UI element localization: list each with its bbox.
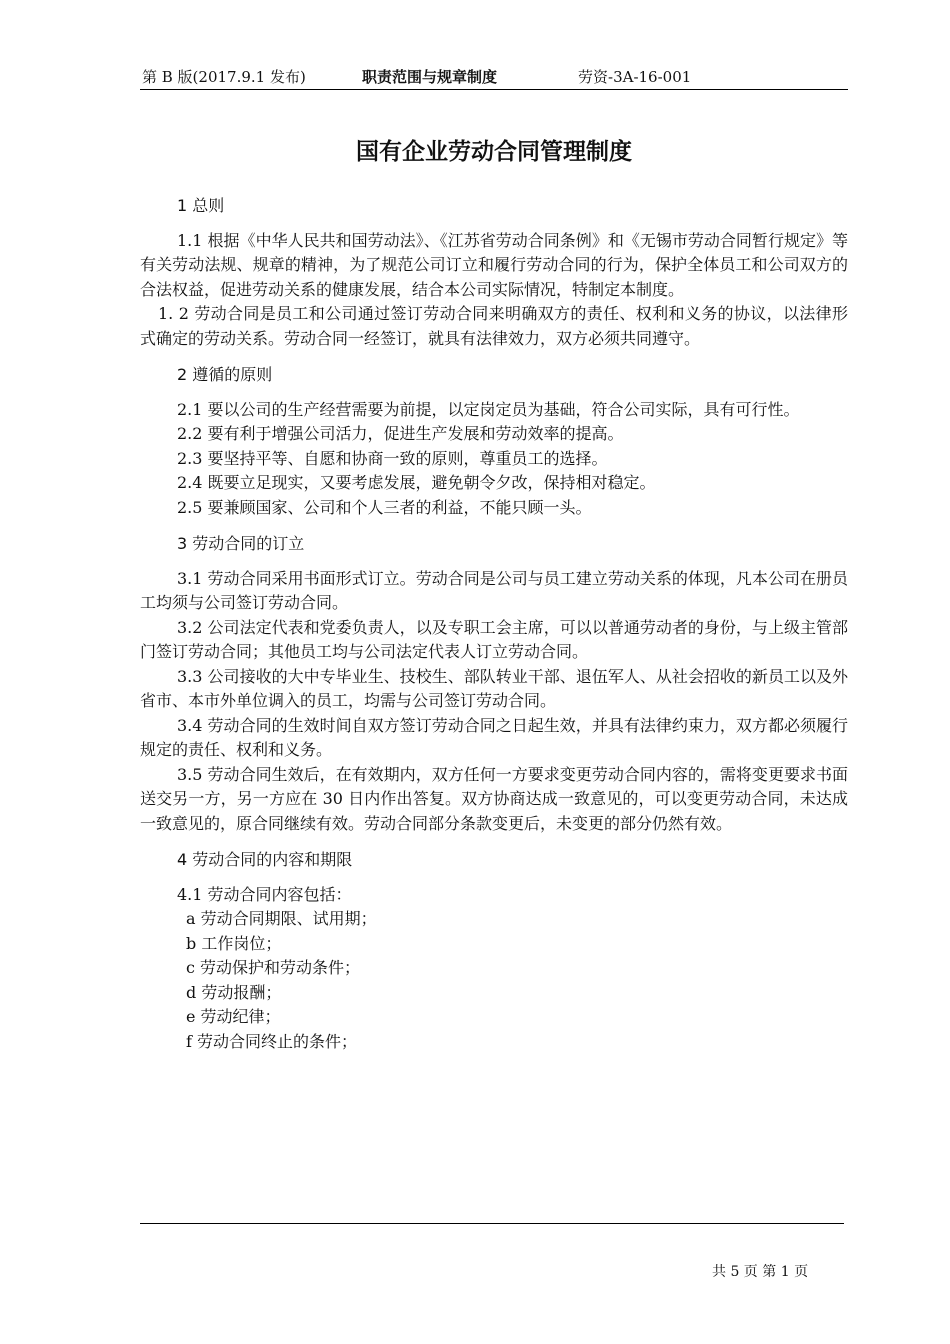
- document-code: 劳资-3A-16-001: [578, 68, 692, 86]
- list-item: a 劳动合同期限、试用期；: [186, 909, 377, 928]
- list-item: b 工作岗位；: [186, 933, 282, 953]
- paragraph-2-2: 2.2 要有利于增强公司活力，促进生产发展和劳动效率的提高。: [177, 424, 624, 443]
- list-item: f 劳动合同终止的条件；: [186, 1031, 358, 1051]
- header-divider: [140, 89, 848, 90]
- document-body: [140, 194, 848, 1054]
- paragraph-1-2: 1. 2 劳动合同是员工和公司通过签订劳动合同来明确双方的责任、权利和义务的协议，以法律形式确定的劳动关系。劳动合同一经签订，就具有法律效力，双方必须共同遵守。: [140, 304, 848, 348]
- paragraph-3-5: 3.5 劳动合同生效后，在有效期内，双方任何一方要求变更劳动合同内容的，需将变更要求书面送交另一方，另一方应在 30 日内作出答复。双方协商达成一致意见的，可以变更劳动合同，未达成一致意见的，原合同继续有效。劳动合同部分条款变更后，未变更的部分仍然有效。: [140, 764, 848, 833]
- document-title: 国有企业劳动合同管理制度: [356, 139, 632, 165]
- paragraph-2-1: 2.1 要以公司的生产经营需要为前提，以定岗定员为基础，符合公司实际，具有可行性。: [177, 399, 800, 419]
- paragraph-1-1: 1.1 根据《中华人民共和国劳动法》、《江苏省劳动合同条例》和《无锡市劳动合同暂行规定》等有关劳动法规、规章的精神，为了规范公司订立和履行劳动合同的行为，保护全体员工和公司双方的合法权益，促进劳动关系的健康发展，结合本公司实际情况，特制定本制度。: [140, 230, 848, 299]
- header-category: 职责范围与规章制度: [362, 68, 498, 86]
- list-item: c 劳动保护和劳动条件；: [186, 958, 361, 977]
- section-heading-2: 2 遵循的原则: [177, 365, 273, 384]
- section-heading-3: 3 劳动合同的订立: [177, 534, 305, 553]
- paragraph-3-3: 3.3 公司接收的大中专毕业生、技校生、部队转业干部、退伍军人、从社会招收的新员工以及外省市、本市外单位调入的员工，均需与公司签订劳动合同。: [140, 666, 848, 710]
- section-heading-1: 1 总则: [177, 196, 225, 215]
- version-label: 第 B 版(2017.9.1 发布): [142, 68, 306, 86]
- list-item: d 劳动报酬；: [186, 982, 282, 1002]
- footer-divider: [140, 1223, 844, 1224]
- paragraph-2-3: 2.3 要坚持平等、自愿和协商一致的原则，尊重员工的选择。: [177, 448, 608, 468]
- section-heading-4: 4 劳动合同的内容和期限: [177, 850, 353, 869]
- page-header: [142, 66, 848, 88]
- paragraph-4-1: 4.1 劳动合同内容包括：: [177, 884, 352, 904]
- paragraph-3-2: 3.2 公司法定代表和党委负责人，以及专职工会主席，可以以普通劳动者的身份，与上级主管部门签订劳动合同；其他员工均与公司法定代表人订立劳动合同。: [140, 617, 848, 661]
- list-item: e 劳动纪律；: [186, 1007, 281, 1026]
- paragraph-3-1: 3.1 劳动合同采用书面形式订立。劳动合同是公司与员工建立劳动关系的体现，凡本公司在册员工均须与公司签订劳动合同。: [140, 568, 848, 612]
- page-number: 共 5 页 第 1 页: [712, 1264, 809, 1280]
- paragraph-2-5: 2.5 要兼顾国家、公司和个人三者的利益，不能只顾一头。: [177, 497, 592, 517]
- paragraph-2-4: 2.4 既要立足现实，又要考虑发展，避免朝令夕改，保持相对稳定。: [177, 473, 656, 492]
- paragraph-3-4: 3.4 劳动合同的生效时间自双方签订劳动合同之日起生效，并具有法律约束力，双方都必须履行规定的责任、权利和义务。: [140, 715, 848, 759]
